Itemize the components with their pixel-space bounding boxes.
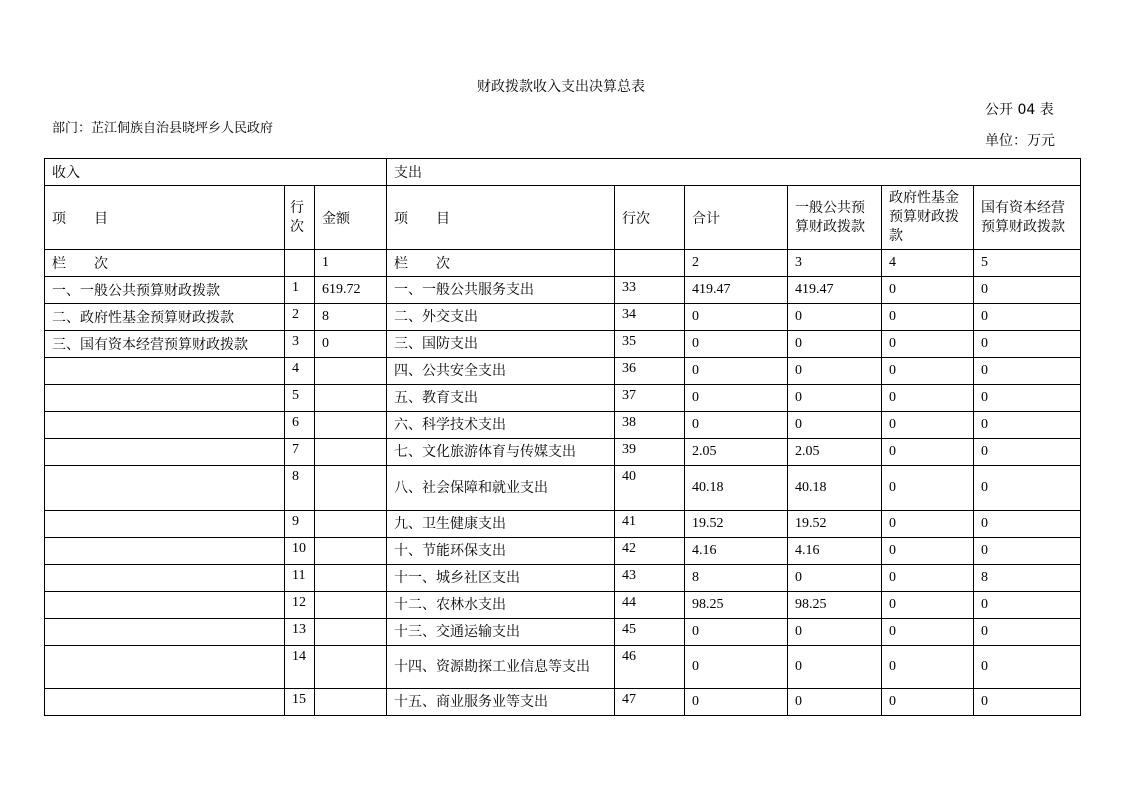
expense-line-no-header: 行次 bbox=[615, 186, 685, 250]
table-row bbox=[45, 511, 1081, 538]
income-amount-cell: 0 bbox=[315, 331, 387, 358]
income-item-cell bbox=[45, 358, 285, 385]
department-label: 部门：芷江侗族自治县晓坪乡人民政府 bbox=[52, 121, 274, 136]
income-line-no-cell: 15 bbox=[285, 689, 315, 716]
table-row bbox=[45, 689, 1081, 716]
column-number-5: 5 bbox=[974, 250, 1081, 277]
income-item-cell bbox=[45, 385, 285, 412]
total-cell: 0 bbox=[685, 646, 788, 689]
income-item-cell bbox=[45, 466, 285, 511]
column-number-row bbox=[45, 250, 1081, 277]
gov-fund-header: 政府性基金预算财政拨款 bbox=[882, 186, 974, 250]
general-budget-cell: 0 bbox=[788, 331, 882, 358]
income-item-cell bbox=[45, 439, 285, 466]
gov-fund-cell: 0 bbox=[882, 565, 974, 592]
expense-item-cell: 十五、商业服务业等支出 bbox=[387, 689, 615, 716]
total-cell: 0 bbox=[685, 619, 788, 646]
total-cell: 0 bbox=[685, 689, 788, 716]
section-header-row bbox=[45, 159, 1081, 186]
total-cell: 98.25 bbox=[685, 592, 788, 619]
gov-fund-cell: 0 bbox=[882, 412, 974, 439]
income-line-no-cell: 4 bbox=[285, 358, 315, 385]
total-cell: 419.47 bbox=[685, 277, 788, 304]
state-capital-cell: 0 bbox=[974, 511, 1081, 538]
income-line-no-cell: 1 bbox=[285, 277, 315, 304]
gov-fund-cell: 0 bbox=[882, 304, 974, 331]
total-cell: 0 bbox=[685, 412, 788, 439]
column-number-1: 1 bbox=[315, 250, 387, 277]
state-capital-cell: 0 bbox=[974, 619, 1081, 646]
income-amount-cell bbox=[315, 511, 387, 538]
income-line-no-header: 行次 bbox=[285, 186, 315, 250]
general-budget-cell: 0 bbox=[788, 358, 882, 385]
table-row bbox=[45, 466, 1081, 511]
expense-line-no-cell: 36 bbox=[615, 358, 685, 385]
gov-fund-cell: 0 bbox=[882, 689, 974, 716]
state-capital-cell: 8 bbox=[974, 565, 1081, 592]
expense-line-no-cell: 42 bbox=[615, 538, 685, 565]
income-line-no-cell: 8 bbox=[285, 466, 315, 511]
expense-item-cell: 三、国防支出 bbox=[387, 331, 615, 358]
income-line-no-cell: 3 bbox=[285, 331, 315, 358]
income-item-cell bbox=[45, 689, 285, 716]
income-item-cell bbox=[45, 538, 285, 565]
total-cell: 0 bbox=[685, 331, 788, 358]
state-capital-cell: 0 bbox=[974, 689, 1081, 716]
expense-line-no-cell: 34 bbox=[615, 304, 685, 331]
total-cell: 4.16 bbox=[685, 538, 788, 565]
expense-line-no-cell: 41 bbox=[615, 511, 685, 538]
general-budget-cell: 19.52 bbox=[788, 511, 882, 538]
general-budget-cell: 40.18 bbox=[788, 466, 882, 511]
income-amount-cell bbox=[315, 466, 387, 511]
income-amount-cell bbox=[315, 412, 387, 439]
table-row bbox=[45, 412, 1081, 439]
expense-item-cell: 七、文化旅游体育与传媒支出 bbox=[387, 439, 615, 466]
income-line-no-cell: 9 bbox=[285, 511, 315, 538]
state-capital-cell: 0 bbox=[974, 646, 1081, 689]
amount-header: 金额 bbox=[315, 186, 387, 250]
expense-line-no-cell: 35 bbox=[615, 331, 685, 358]
form-number: 公开 04 表 bbox=[985, 102, 1054, 118]
income-amount-cell bbox=[315, 646, 387, 689]
general-budget-cell: 0 bbox=[788, 689, 882, 716]
expense-column-label: 栏 次 bbox=[387, 250, 615, 277]
expense-item-cell: 六、科学技术支出 bbox=[387, 412, 615, 439]
expense-item-cell: 四、公共安全支出 bbox=[387, 358, 615, 385]
income-amount-cell bbox=[315, 565, 387, 592]
general-budget-cell: 4.16 bbox=[788, 538, 882, 565]
gov-fund-cell: 0 bbox=[882, 358, 974, 385]
expense-item-cell: 一、一般公共服务支出 bbox=[387, 277, 615, 304]
income-item-cell bbox=[45, 511, 285, 538]
table-row bbox=[45, 592, 1081, 619]
gov-fund-cell: 0 bbox=[882, 277, 974, 304]
expense-item-cell: 五、教育支出 bbox=[387, 385, 615, 412]
state-capital-cell: 0 bbox=[974, 592, 1081, 619]
gov-fund-cell: 0 bbox=[882, 511, 974, 538]
income-item-cell bbox=[45, 592, 285, 619]
expense-line-no-cell: 33 bbox=[615, 277, 685, 304]
table-row bbox=[45, 331, 1081, 358]
expense-item-cell: 二、外交支出 bbox=[387, 304, 615, 331]
table-row bbox=[45, 277, 1081, 304]
column-header-row bbox=[45, 186, 1081, 250]
total-cell: 40.18 bbox=[685, 466, 788, 511]
expense-line-no-cell: 46 bbox=[615, 646, 685, 689]
income-item-cell: 二、政府性基金预算财政拨款 bbox=[45, 304, 285, 331]
income-line-no-cell: 11 bbox=[285, 565, 315, 592]
table-row bbox=[45, 538, 1081, 565]
general-budget-cell: 2.05 bbox=[788, 439, 882, 466]
state-capital-cell: 0 bbox=[974, 385, 1081, 412]
column-number-4: 4 bbox=[882, 250, 974, 277]
income-item-cell bbox=[45, 412, 285, 439]
state-capital-cell: 0 bbox=[974, 358, 1081, 385]
state-capital-cell: 0 bbox=[974, 466, 1081, 511]
state-capital-cell: 0 bbox=[974, 304, 1081, 331]
general-budget-cell: 0 bbox=[788, 619, 882, 646]
table-row bbox=[45, 358, 1081, 385]
general-budget-cell: 0 bbox=[788, 646, 882, 689]
state-capital-cell: 0 bbox=[974, 412, 1081, 439]
total-cell: 8 bbox=[685, 565, 788, 592]
income-column-label: 栏 次 bbox=[45, 250, 285, 277]
total-cell: 0 bbox=[685, 385, 788, 412]
expense-line-no-cell: 45 bbox=[615, 619, 685, 646]
income-item-cell bbox=[45, 619, 285, 646]
income-item-header: 项 目 bbox=[45, 186, 285, 250]
total-cell: 0 bbox=[685, 358, 788, 385]
income-line-no-cell: 10 bbox=[285, 538, 315, 565]
income-line-no-cell: 13 bbox=[285, 619, 315, 646]
table-row bbox=[45, 646, 1081, 689]
empty-cell bbox=[285, 250, 315, 277]
expense-item-cell: 十二、农林水支出 bbox=[387, 592, 615, 619]
expense-item-cell: 十四、资源勘探工业信息等支出 bbox=[387, 646, 615, 689]
expense-line-no-cell: 37 bbox=[615, 385, 685, 412]
income-line-no-cell: 12 bbox=[285, 592, 315, 619]
total-cell: 2.05 bbox=[685, 439, 788, 466]
gov-fund-cell: 0 bbox=[882, 385, 974, 412]
state-capital-cell: 0 bbox=[974, 331, 1081, 358]
empty-cell bbox=[615, 250, 685, 277]
general-budget-header: 一般公共预算财政拨款 bbox=[788, 186, 882, 250]
gov-fund-cell: 0 bbox=[882, 439, 974, 466]
gov-fund-cell: 0 bbox=[882, 646, 974, 689]
gov-fund-cell: 0 bbox=[882, 538, 974, 565]
income-amount-cell bbox=[315, 538, 387, 565]
gov-fund-cell: 0 bbox=[882, 592, 974, 619]
expense-line-no-cell: 47 bbox=[615, 689, 685, 716]
table-title: 财政拨款收入支出决算总表 bbox=[477, 79, 645, 95]
unit-label: 单位：万元 bbox=[985, 133, 1055, 149]
general-budget-cell: 419.47 bbox=[788, 277, 882, 304]
total-header: 合计 bbox=[685, 186, 788, 250]
expense-item-cell: 九、卫生健康支出 bbox=[387, 511, 615, 538]
state-capital-cell: 0 bbox=[974, 439, 1081, 466]
income-line-no-cell: 5 bbox=[285, 385, 315, 412]
expense-line-no-cell: 39 bbox=[615, 439, 685, 466]
income-amount-cell: 619.72 bbox=[315, 277, 387, 304]
income-amount-cell bbox=[315, 689, 387, 716]
income-line-no-cell: 7 bbox=[285, 439, 315, 466]
general-budget-cell: 98.25 bbox=[788, 592, 882, 619]
income-amount-cell bbox=[315, 358, 387, 385]
table-row bbox=[45, 304, 1081, 331]
budget-summary-table bbox=[44, 158, 1081, 716]
income-section-header: 收入 bbox=[45, 159, 387, 186]
state-capital-cell: 0 bbox=[974, 277, 1081, 304]
table-row bbox=[45, 565, 1081, 592]
gov-fund-cell: 0 bbox=[882, 331, 974, 358]
expense-line-no-cell: 38 bbox=[615, 412, 685, 439]
column-number-3: 3 bbox=[788, 250, 882, 277]
expense-item-cell: 十一、城乡社区支出 bbox=[387, 565, 615, 592]
general-budget-cell: 0 bbox=[788, 565, 882, 592]
total-cell: 19.52 bbox=[685, 511, 788, 538]
expense-item-cell: 十、节能环保支出 bbox=[387, 538, 615, 565]
income-amount-cell: 8 bbox=[315, 304, 387, 331]
state-capital-cell: 0 bbox=[974, 538, 1081, 565]
gov-fund-cell: 0 bbox=[882, 619, 974, 646]
column-number-2: 2 bbox=[685, 250, 788, 277]
general-budget-cell: 0 bbox=[788, 304, 882, 331]
income-item-cell: 一、一般公共预算财政拨款 bbox=[45, 277, 285, 304]
expense-section-header: 支出 bbox=[387, 159, 1081, 186]
income-line-no-cell: 14 bbox=[285, 646, 315, 689]
general-budget-cell: 0 bbox=[788, 385, 882, 412]
general-budget-cell: 0 bbox=[788, 412, 882, 439]
income-amount-cell bbox=[315, 619, 387, 646]
total-cell: 0 bbox=[685, 304, 788, 331]
expense-line-no-cell: 44 bbox=[615, 592, 685, 619]
income-line-no-cell: 6 bbox=[285, 412, 315, 439]
income-line-no-cell: 2 bbox=[285, 304, 315, 331]
table-row bbox=[45, 385, 1081, 412]
expense-line-no-cell: 43 bbox=[615, 565, 685, 592]
expense-item-cell: 八、社会保障和就业支出 bbox=[387, 466, 615, 511]
expense-line-no-cell: 40 bbox=[615, 466, 685, 511]
expense-item-cell: 十三、交通运输支出 bbox=[387, 619, 615, 646]
table-row bbox=[45, 619, 1081, 646]
state-capital-header: 国有资本经营预算财政拨款 bbox=[974, 186, 1081, 250]
income-amount-cell bbox=[315, 592, 387, 619]
income-item-cell bbox=[45, 646, 285, 689]
income-item-cell bbox=[45, 565, 285, 592]
expense-item-header: 项 目 bbox=[387, 186, 615, 250]
income-item-cell: 三、国有资本经营预算财政拨款 bbox=[45, 331, 285, 358]
gov-fund-cell: 0 bbox=[882, 466, 974, 511]
table-row bbox=[45, 439, 1081, 466]
income-amount-cell bbox=[315, 385, 387, 412]
income-amount-cell bbox=[315, 439, 387, 466]
